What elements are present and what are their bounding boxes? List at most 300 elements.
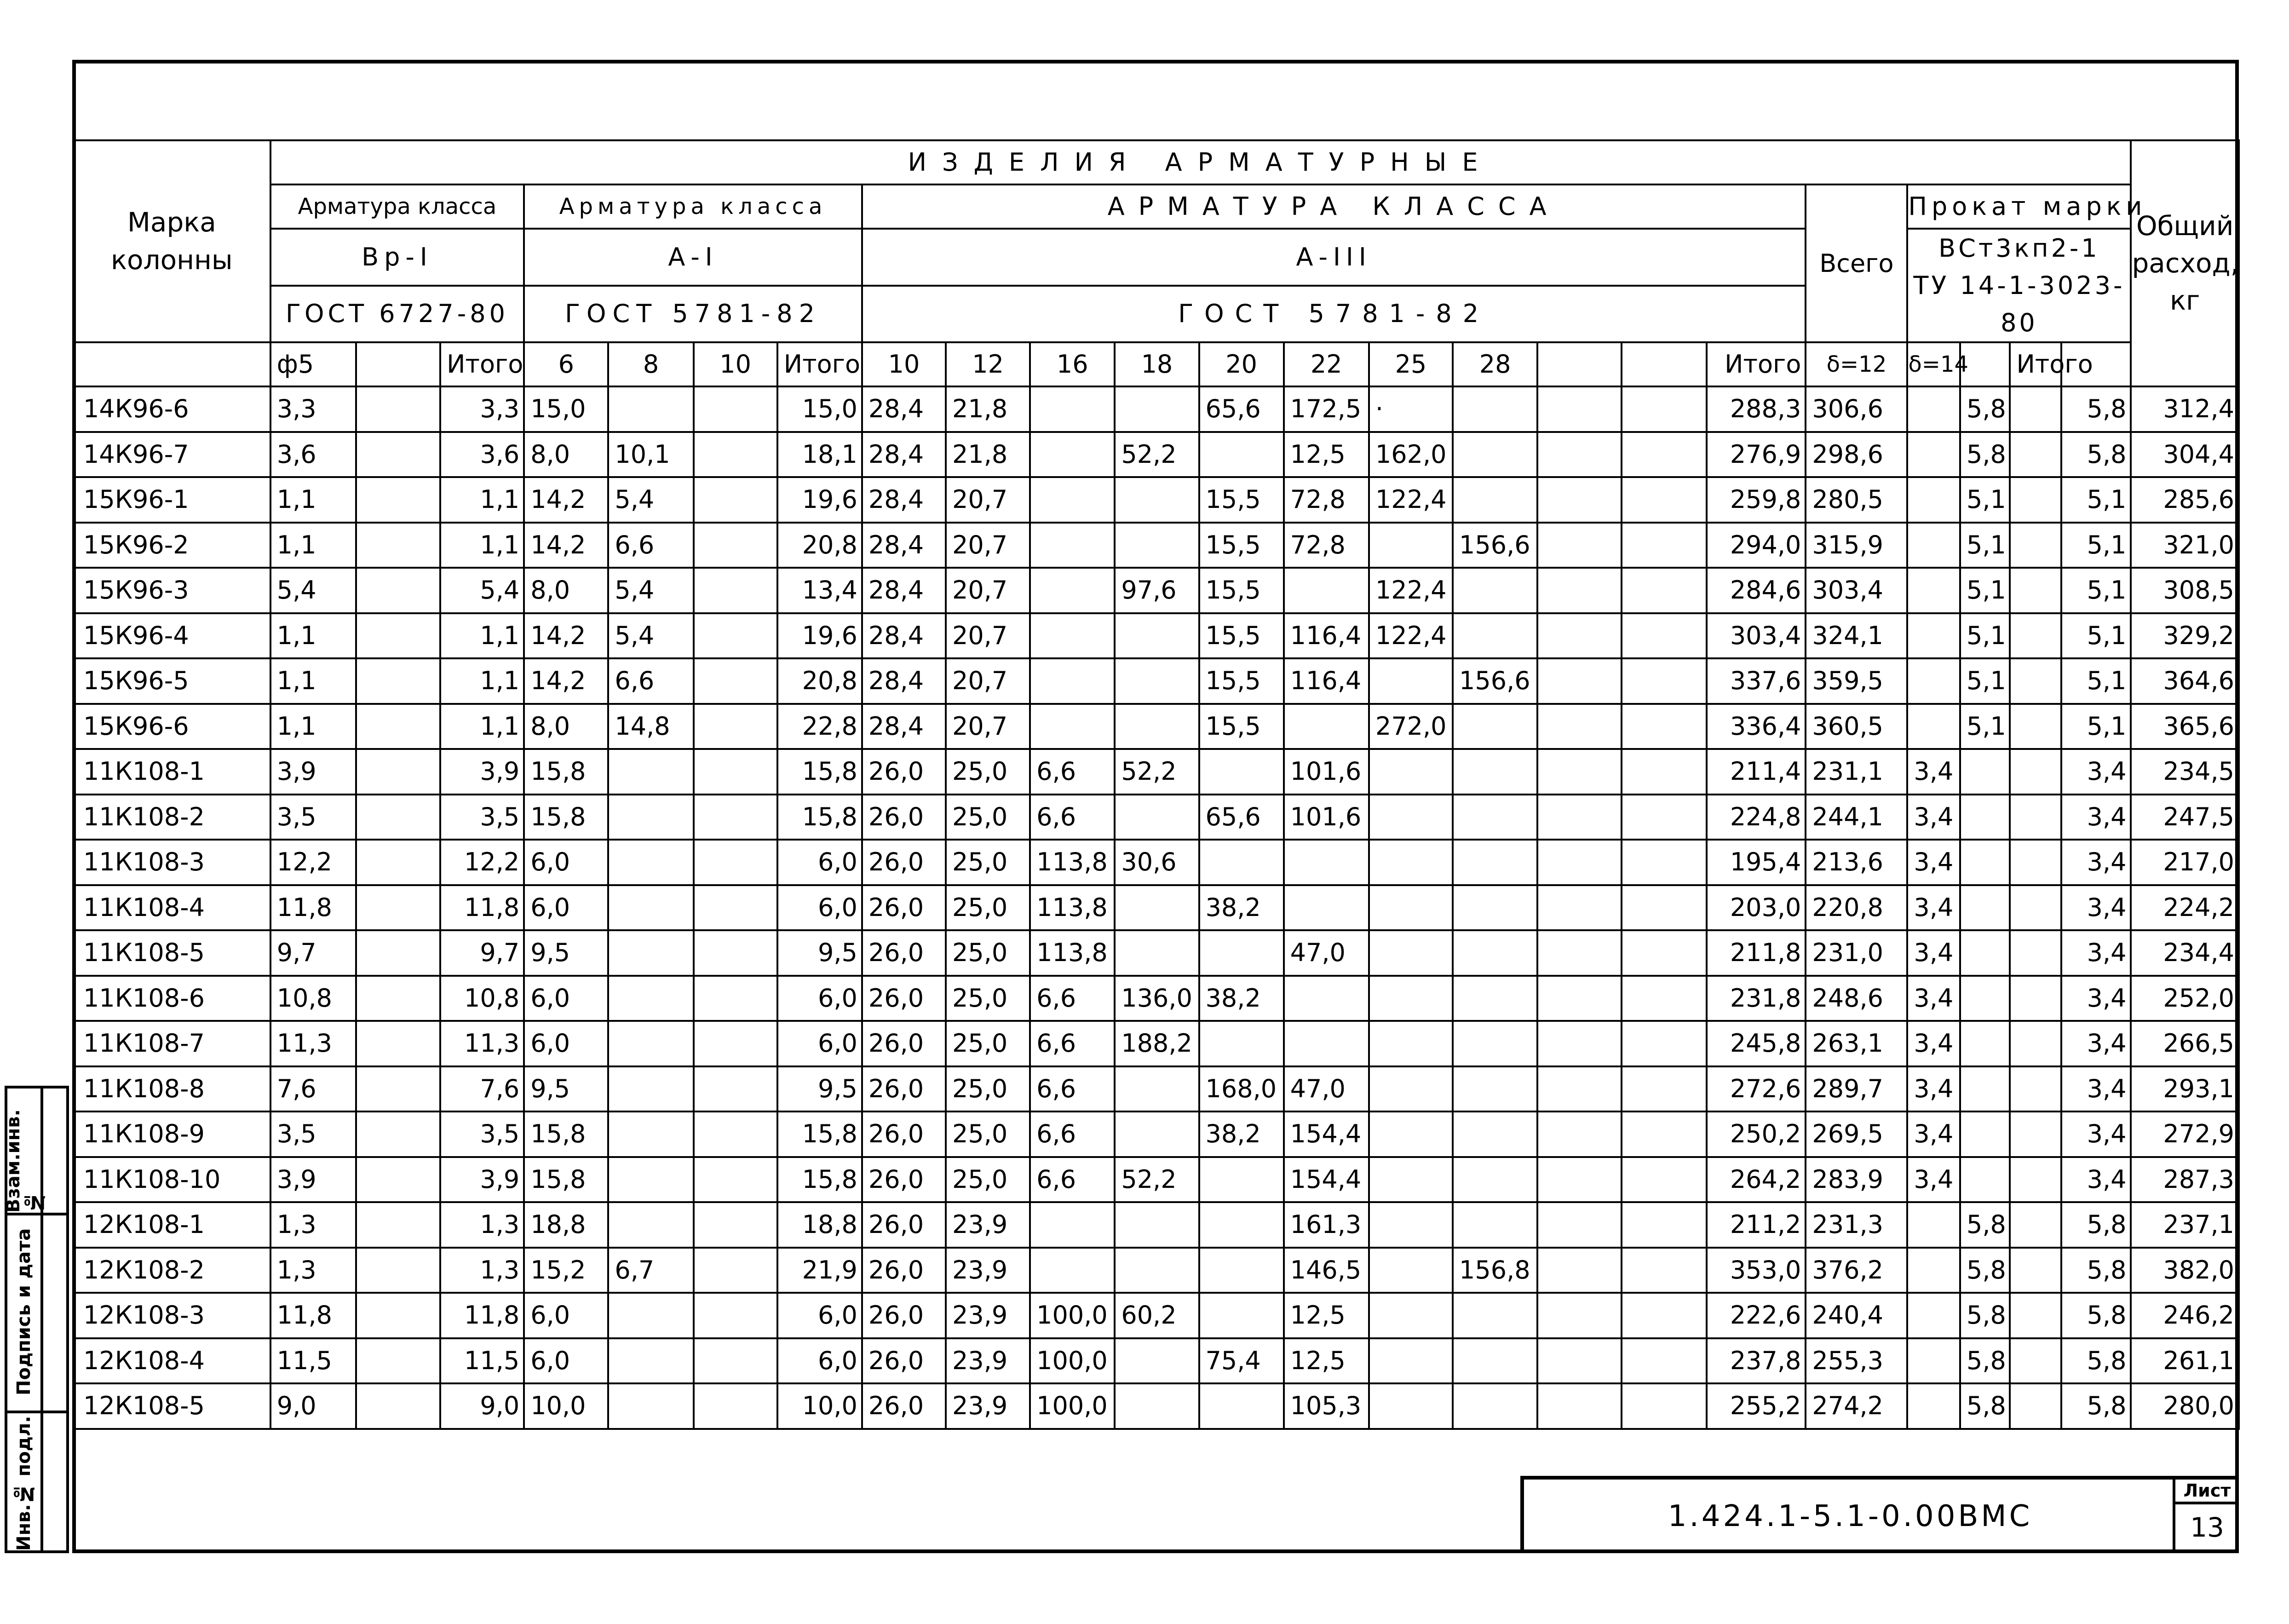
table-cell	[2010, 976, 2061, 1021]
table-row	[73, 930, 2239, 976]
table-cell: 9,0	[440, 1383, 524, 1429]
table-cell: 195,4	[1707, 840, 1806, 885]
table-cell	[2010, 1338, 2061, 1384]
table-cell: 5,8	[1960, 1293, 2010, 1338]
table-cell	[694, 795, 777, 840]
table-cell: 1,3	[270, 1248, 356, 1293]
table-cell: 272,0	[1369, 704, 1453, 749]
table-cell: 156,6	[1453, 658, 1537, 704]
table-cell: 26,0	[862, 1111, 946, 1157]
table-cell	[1453, 704, 1537, 749]
table-cell	[1907, 1202, 1960, 1248]
table-cell	[1369, 523, 1453, 568]
table-cell	[1537, 840, 1622, 885]
subheader-cell: 22	[1284, 342, 1369, 386]
table-cell: 19,6	[777, 477, 862, 523]
table-cell: 3,3	[440, 386, 524, 432]
table-cell	[608, 1202, 693, 1248]
table-cell	[608, 749, 693, 795]
column-mark-cell: 12К108-5	[73, 1383, 270, 1429]
table-cell	[1537, 885, 1622, 931]
table-row	[73, 613, 2239, 659]
table-cell: 11,8	[270, 1293, 356, 1338]
table-cell: 3,4	[1907, 1111, 1960, 1157]
table-cell	[1369, 1157, 1453, 1203]
table-cell: 23,9	[946, 1383, 1030, 1429]
table-cell: 28,4	[862, 432, 946, 478]
table-cell: 3,4	[2061, 976, 2131, 1021]
table-cell: 14,2	[524, 523, 608, 568]
table-cell: 5,8	[2061, 1293, 2131, 1338]
table-cell	[1199, 1202, 1284, 1248]
table-cell: 21,8	[946, 386, 1030, 432]
table-cell	[1453, 568, 1537, 613]
table-cell	[1453, 885, 1537, 931]
table-cell	[694, 568, 777, 613]
table-cell	[356, 1066, 440, 1112]
sheet-box	[2173, 1480, 2239, 1553]
table-cell: 100,0	[1030, 1383, 1115, 1429]
table-cell	[356, 1293, 440, 1338]
table-cell	[356, 795, 440, 840]
group1-class: Вр-I	[270, 229, 524, 286]
table-cell	[1115, 477, 1199, 523]
table-cell: 23,9	[946, 1293, 1030, 1338]
table-cell: 15,5	[1199, 704, 1284, 749]
table-cell	[1622, 1111, 1706, 1157]
group1-gost: ГОСТ 6727-80	[270, 286, 524, 343]
table-cell: 237,1	[2131, 1202, 2239, 1248]
table-cell: 285,6	[2131, 477, 2239, 523]
table-cell	[694, 1157, 777, 1203]
table-cell: 222,6	[1707, 1293, 1806, 1338]
subheader-cell: Итого	[2010, 342, 2061, 386]
column-mark-cell: 11К108-10	[73, 1157, 270, 1203]
table-cell: 26,0	[862, 749, 946, 795]
original-inventory-label: Инв.№ подл.	[13, 1416, 35, 1551]
table-cell: 8,0	[524, 432, 608, 478]
table-cell	[1960, 749, 2010, 795]
table-cell: 101,6	[1284, 795, 1369, 840]
table-cell	[1115, 704, 1199, 749]
table-cell: 172,5	[1284, 386, 1369, 432]
table-row	[73, 432, 2239, 478]
table-cell	[1369, 1111, 1453, 1157]
table-cell: 105,3	[1284, 1383, 1369, 1429]
table-cell	[694, 658, 777, 704]
sub-header-row	[73, 342, 2239, 386]
table-cell: 3,4	[1907, 795, 1960, 840]
table-cell: 6,0	[777, 885, 862, 931]
table-row	[73, 976, 2239, 1021]
table-cell: 25,0	[946, 930, 1030, 976]
table-cell	[1115, 613, 1199, 659]
table-cell	[608, 1383, 693, 1429]
subheader-cell: 25	[1369, 342, 1453, 386]
table-cell: 5,8	[2061, 1338, 2131, 1384]
table-cell: 3,4	[1907, 976, 1960, 1021]
table-cell: 3,4	[1907, 930, 1960, 976]
table-cell: 3,5	[440, 795, 524, 840]
table-cell	[1030, 1202, 1115, 1248]
table-cell	[1115, 930, 1199, 976]
table-cell: 5,1	[2061, 658, 2131, 704]
table-cell: 156,6	[1453, 523, 1537, 568]
table-row	[73, 1383, 2239, 1429]
column-mark-cell: 15К96-5	[73, 658, 270, 704]
table-cell: 6,6	[608, 658, 693, 704]
table-cell	[1369, 930, 1453, 976]
table-cell: 261,1	[2131, 1338, 2239, 1384]
table-cell: 154,4	[1284, 1157, 1369, 1203]
table-cell	[2010, 1383, 2061, 1429]
table-cell	[2010, 658, 2061, 704]
table-cell	[2010, 1157, 2061, 1203]
table-cell: 264,2	[1707, 1157, 1806, 1203]
table-cell	[1960, 840, 2010, 885]
table-cell: 315,9	[1806, 523, 1907, 568]
table-cell	[1115, 1338, 1199, 1384]
table-cell: 9,7	[440, 930, 524, 976]
group1-title: Арматура класса	[270, 184, 524, 229]
table-cell: 312,4	[2131, 386, 2239, 432]
table-cell	[1284, 840, 1369, 885]
table-cell	[1907, 613, 1960, 659]
subheader-cell: Итого	[440, 342, 524, 386]
table-cell	[1907, 1248, 1960, 1293]
table-cell: 10,8	[440, 976, 524, 1021]
table-cell: 6,0	[777, 1293, 862, 1338]
table-cell	[1453, 1338, 1537, 1384]
table-cell: 122,4	[1369, 568, 1453, 613]
table-cell: 231,3	[1806, 1202, 1907, 1248]
table-cell: 1,1	[440, 613, 524, 659]
table-cell	[1369, 885, 1453, 931]
table-cell: 3,4	[1907, 1021, 1960, 1066]
table-cell	[694, 976, 777, 1021]
table-cell	[1115, 1066, 1199, 1112]
table-cell: 26,0	[862, 1157, 946, 1203]
table-cell	[356, 976, 440, 1021]
table-cell	[2010, 704, 2061, 749]
table-cell: 255,2	[1707, 1383, 1806, 1429]
table-cell: 15,5	[1199, 477, 1284, 523]
table-row	[73, 477, 2239, 523]
table-cell	[1115, 658, 1199, 704]
table-cell	[356, 840, 440, 885]
table-cell	[1622, 749, 1706, 795]
table-cell	[1453, 1066, 1537, 1112]
table-cell: 1,3	[270, 1202, 356, 1248]
group4-class-and-tu	[1907, 229, 2131, 342]
table-cell: 60,2	[1115, 1293, 1199, 1338]
table-cell	[1030, 477, 1115, 523]
table-cell: 6,0	[524, 1338, 608, 1384]
table-cell	[694, 386, 777, 432]
table-cell	[1030, 1248, 1115, 1293]
table-cell: 245,8	[1707, 1021, 1806, 1066]
table-cell	[1453, 1021, 1537, 1066]
table-cell	[1622, 477, 1706, 523]
table-cell	[356, 1157, 440, 1203]
table-cell: 224,8	[1707, 795, 1806, 840]
table-cell: 288,3	[1707, 386, 1806, 432]
table-cell: 3,5	[270, 1111, 356, 1157]
table-cell	[1537, 704, 1622, 749]
overall-header: Общий расход, кг	[2131, 140, 2239, 386]
table-cell	[1030, 568, 1115, 613]
table-cell: 244,1	[1806, 795, 1907, 840]
table-cell: 3,4	[2061, 749, 2131, 795]
table-cell	[608, 976, 693, 1021]
table-cell: 237,8	[1707, 1338, 1806, 1384]
table-cell	[356, 1021, 440, 1066]
table-cell: 6,0	[777, 976, 862, 1021]
table-cell: 15,8	[524, 1157, 608, 1203]
table-cell: 3,6	[440, 432, 524, 478]
table-cell: 5,1	[1960, 704, 2010, 749]
table-cell: 15,0	[524, 386, 608, 432]
column-mark-cell: 12К108-4	[73, 1338, 270, 1384]
table-cell	[1622, 523, 1706, 568]
table-cell	[1537, 1248, 1622, 1293]
table-cell: 30,6	[1115, 840, 1199, 885]
table-cell	[1369, 1383, 1453, 1429]
table-row	[73, 1021, 2239, 1066]
table-cell	[1115, 523, 1199, 568]
table-cell: 6,0	[524, 840, 608, 885]
table-cell: 14,2	[524, 658, 608, 704]
table-cell: 20,7	[946, 477, 1030, 523]
table-cell: 20,8	[777, 523, 862, 568]
table-cell: 5,1	[2061, 568, 2131, 613]
title-block	[1520, 1476, 2239, 1553]
column-mark-cell: 15К96-4	[73, 613, 270, 659]
table-cell	[694, 749, 777, 795]
table-cell	[1537, 1202, 1622, 1248]
table-cell	[1199, 1157, 1284, 1203]
table-cell: 250,2	[1707, 1111, 1806, 1157]
sheet-number: 13	[2190, 1512, 2224, 1543]
table-cell	[1622, 1021, 1706, 1066]
table-cell: 101,6	[1284, 749, 1369, 795]
table-cell	[1284, 704, 1369, 749]
table-cell	[1537, 1066, 1622, 1112]
table-cell: 9,5	[524, 1066, 608, 1112]
table-cell: 5,1	[1960, 658, 2010, 704]
table-cell	[356, 1383, 440, 1429]
table-cell: 15,5	[1199, 613, 1284, 659]
table-cell: 5,4	[440, 568, 524, 613]
table-cell: 360,5	[1806, 704, 1907, 749]
table-cell: 38,2	[1199, 885, 1284, 931]
table-row	[73, 1157, 2239, 1203]
table-cell	[694, 432, 777, 478]
table-cell	[1199, 1293, 1284, 1338]
table-cell: 15,0	[777, 386, 862, 432]
table-cell: 248,6	[1806, 976, 1907, 1021]
table-cell	[2010, 795, 2061, 840]
table-cell	[1030, 432, 1115, 478]
table-cell	[356, 749, 440, 795]
table-cell: 5,8	[1960, 432, 2010, 478]
table-cell: 15,5	[1199, 658, 1284, 704]
column-mark-cell: 11К108-3	[73, 840, 270, 885]
table-cell	[1622, 432, 1706, 478]
table-row	[73, 1338, 2239, 1384]
column-mark-cell: 11К108-2	[73, 795, 270, 840]
table-cell: 5,1	[1960, 613, 2010, 659]
table-cell	[1369, 1066, 1453, 1112]
table-cell: 9,5	[524, 930, 608, 976]
table-cell: 303,4	[1806, 568, 1907, 613]
table-cell: 337,6	[1707, 658, 1806, 704]
subheader-cell: 10	[862, 342, 946, 386]
table-cell: 6,0	[777, 1338, 862, 1384]
table-cell: 3,4	[2061, 930, 2131, 976]
table-cell: 168,0	[1199, 1066, 1284, 1112]
table-cell: 72,8	[1284, 523, 1369, 568]
subheader-cell	[1622, 342, 1706, 386]
table-cell	[1284, 976, 1369, 1021]
table-cell: 6,6	[1030, 1021, 1115, 1066]
table-cell	[356, 477, 440, 523]
table-cell: 234,4	[2131, 930, 2239, 976]
table-cell	[1960, 1111, 2010, 1157]
table-cell: 5,4	[270, 568, 356, 613]
group2-title: Арматура класса	[524, 184, 862, 229]
table-cell: 15,5	[1199, 568, 1284, 613]
table-cell	[608, 1293, 693, 1338]
table-cell: 11,3	[270, 1021, 356, 1066]
table-cell: 10,8	[270, 976, 356, 1021]
document-code: 1.424.1-5.1-0.00ВМС	[1668, 1499, 2033, 1533]
table-cell	[1369, 658, 1453, 704]
table-cell: 11,5	[270, 1338, 356, 1384]
table-cell	[1537, 1021, 1622, 1066]
table-cell: 28,4	[862, 477, 946, 523]
table-cell	[608, 386, 693, 432]
group4-title: Прокат марки	[1907, 184, 2131, 229]
table-cell: 22,8	[777, 704, 862, 749]
table-cell	[1537, 795, 1622, 840]
table-cell	[356, 568, 440, 613]
column-mark-cell: 15К96-6	[73, 704, 270, 749]
table-row	[73, 523, 2239, 568]
column-mark-cell: 15К96-3	[73, 568, 270, 613]
table-cell	[1453, 613, 1537, 659]
table-cell: 20,7	[946, 523, 1030, 568]
table-cell	[1115, 1383, 1199, 1429]
table-cell	[356, 523, 440, 568]
column-mark-cell: 11К108-5	[73, 930, 270, 976]
table-cell: 5,1	[2061, 523, 2131, 568]
table-row	[73, 1202, 2239, 1248]
table-cell	[1622, 930, 1706, 976]
table-cell: 25,0	[946, 1157, 1030, 1203]
table-cell: 1,1	[440, 704, 524, 749]
table-cell: 161,3	[1284, 1202, 1369, 1248]
table-cell: 18,8	[524, 1202, 608, 1248]
table-cell	[2010, 1248, 2061, 1293]
table-cell	[1453, 749, 1537, 795]
table-cell: 25,0	[946, 1066, 1030, 1112]
table-cell	[1907, 1338, 1960, 1384]
table-cell	[1453, 432, 1537, 478]
table-cell: 252,0	[2131, 976, 2239, 1021]
table-cell: 224,2	[2131, 885, 2239, 931]
table-cell	[2010, 386, 2061, 432]
subheader-cell: 28	[1453, 342, 1537, 386]
table-cell: 122,4	[1369, 477, 1453, 523]
table-cell	[356, 1248, 440, 1293]
table-cell: 14,2	[524, 613, 608, 659]
table-cell	[1199, 930, 1284, 976]
table-cell	[1622, 704, 1706, 749]
table-cell: 5,4	[608, 568, 693, 613]
table-cell: 3,4	[2061, 1066, 2131, 1112]
table-cell: 11,3	[440, 1021, 524, 1066]
table-row	[73, 704, 2239, 749]
mark-column-header: Марка колонны	[73, 140, 270, 342]
table-row	[73, 1293, 2239, 1338]
column-mark-cell: 11К108-4	[73, 885, 270, 931]
table-cell: 47,0	[1284, 930, 1369, 976]
table-cell: 365,6	[2131, 704, 2239, 749]
table-cell: 6,6	[1030, 749, 1115, 795]
table-cell	[2010, 432, 2061, 478]
table-cell: 18,8	[777, 1202, 862, 1248]
table-cell	[1537, 749, 1622, 795]
table-cell: 15,8	[524, 749, 608, 795]
table-cell	[1907, 386, 1960, 432]
table-cell	[1115, 885, 1199, 931]
table-cell: 336,4	[1707, 704, 1806, 749]
group3-gost: ГОСТ 5781-82	[862, 286, 1806, 343]
table-cell: 280,0	[2131, 1383, 2239, 1429]
table-cell: 308,5	[2131, 568, 2239, 613]
table-cell	[1622, 840, 1706, 885]
table-cell: 1,1	[270, 658, 356, 704]
table-cell: ·	[1369, 386, 1453, 432]
table-cell: 6,0	[524, 976, 608, 1021]
table-cell: 3,5	[440, 1111, 524, 1157]
table-cell: 5,8	[2061, 1248, 2131, 1293]
table-cell	[1453, 976, 1537, 1021]
table-row	[73, 840, 2239, 885]
table-cell	[694, 1066, 777, 1112]
table-cell	[694, 1202, 777, 1248]
table-cell: 15,5	[1199, 523, 1284, 568]
subheader-cell: Итого	[1707, 342, 1806, 386]
table-row	[73, 1066, 2239, 1112]
table-cell	[1960, 885, 2010, 931]
table-cell: 353,0	[1707, 1248, 1806, 1293]
table-cell	[1537, 1111, 1622, 1157]
table-cell: 7,6	[440, 1066, 524, 1112]
table-cell	[694, 885, 777, 931]
table-cell: 3,4	[2061, 1111, 2131, 1157]
table-cell: 14,2	[524, 477, 608, 523]
table-cell: 28,4	[862, 613, 946, 659]
table-cell: 5,1	[1960, 523, 2010, 568]
table-cell	[1622, 795, 1706, 840]
table-cell	[1453, 386, 1537, 432]
table-cell: 376,2	[1806, 1248, 1907, 1293]
table-cell: 11,5	[440, 1338, 524, 1384]
table-cell: 5,4	[608, 613, 693, 659]
table-cell: 154,4	[1284, 1111, 1369, 1157]
